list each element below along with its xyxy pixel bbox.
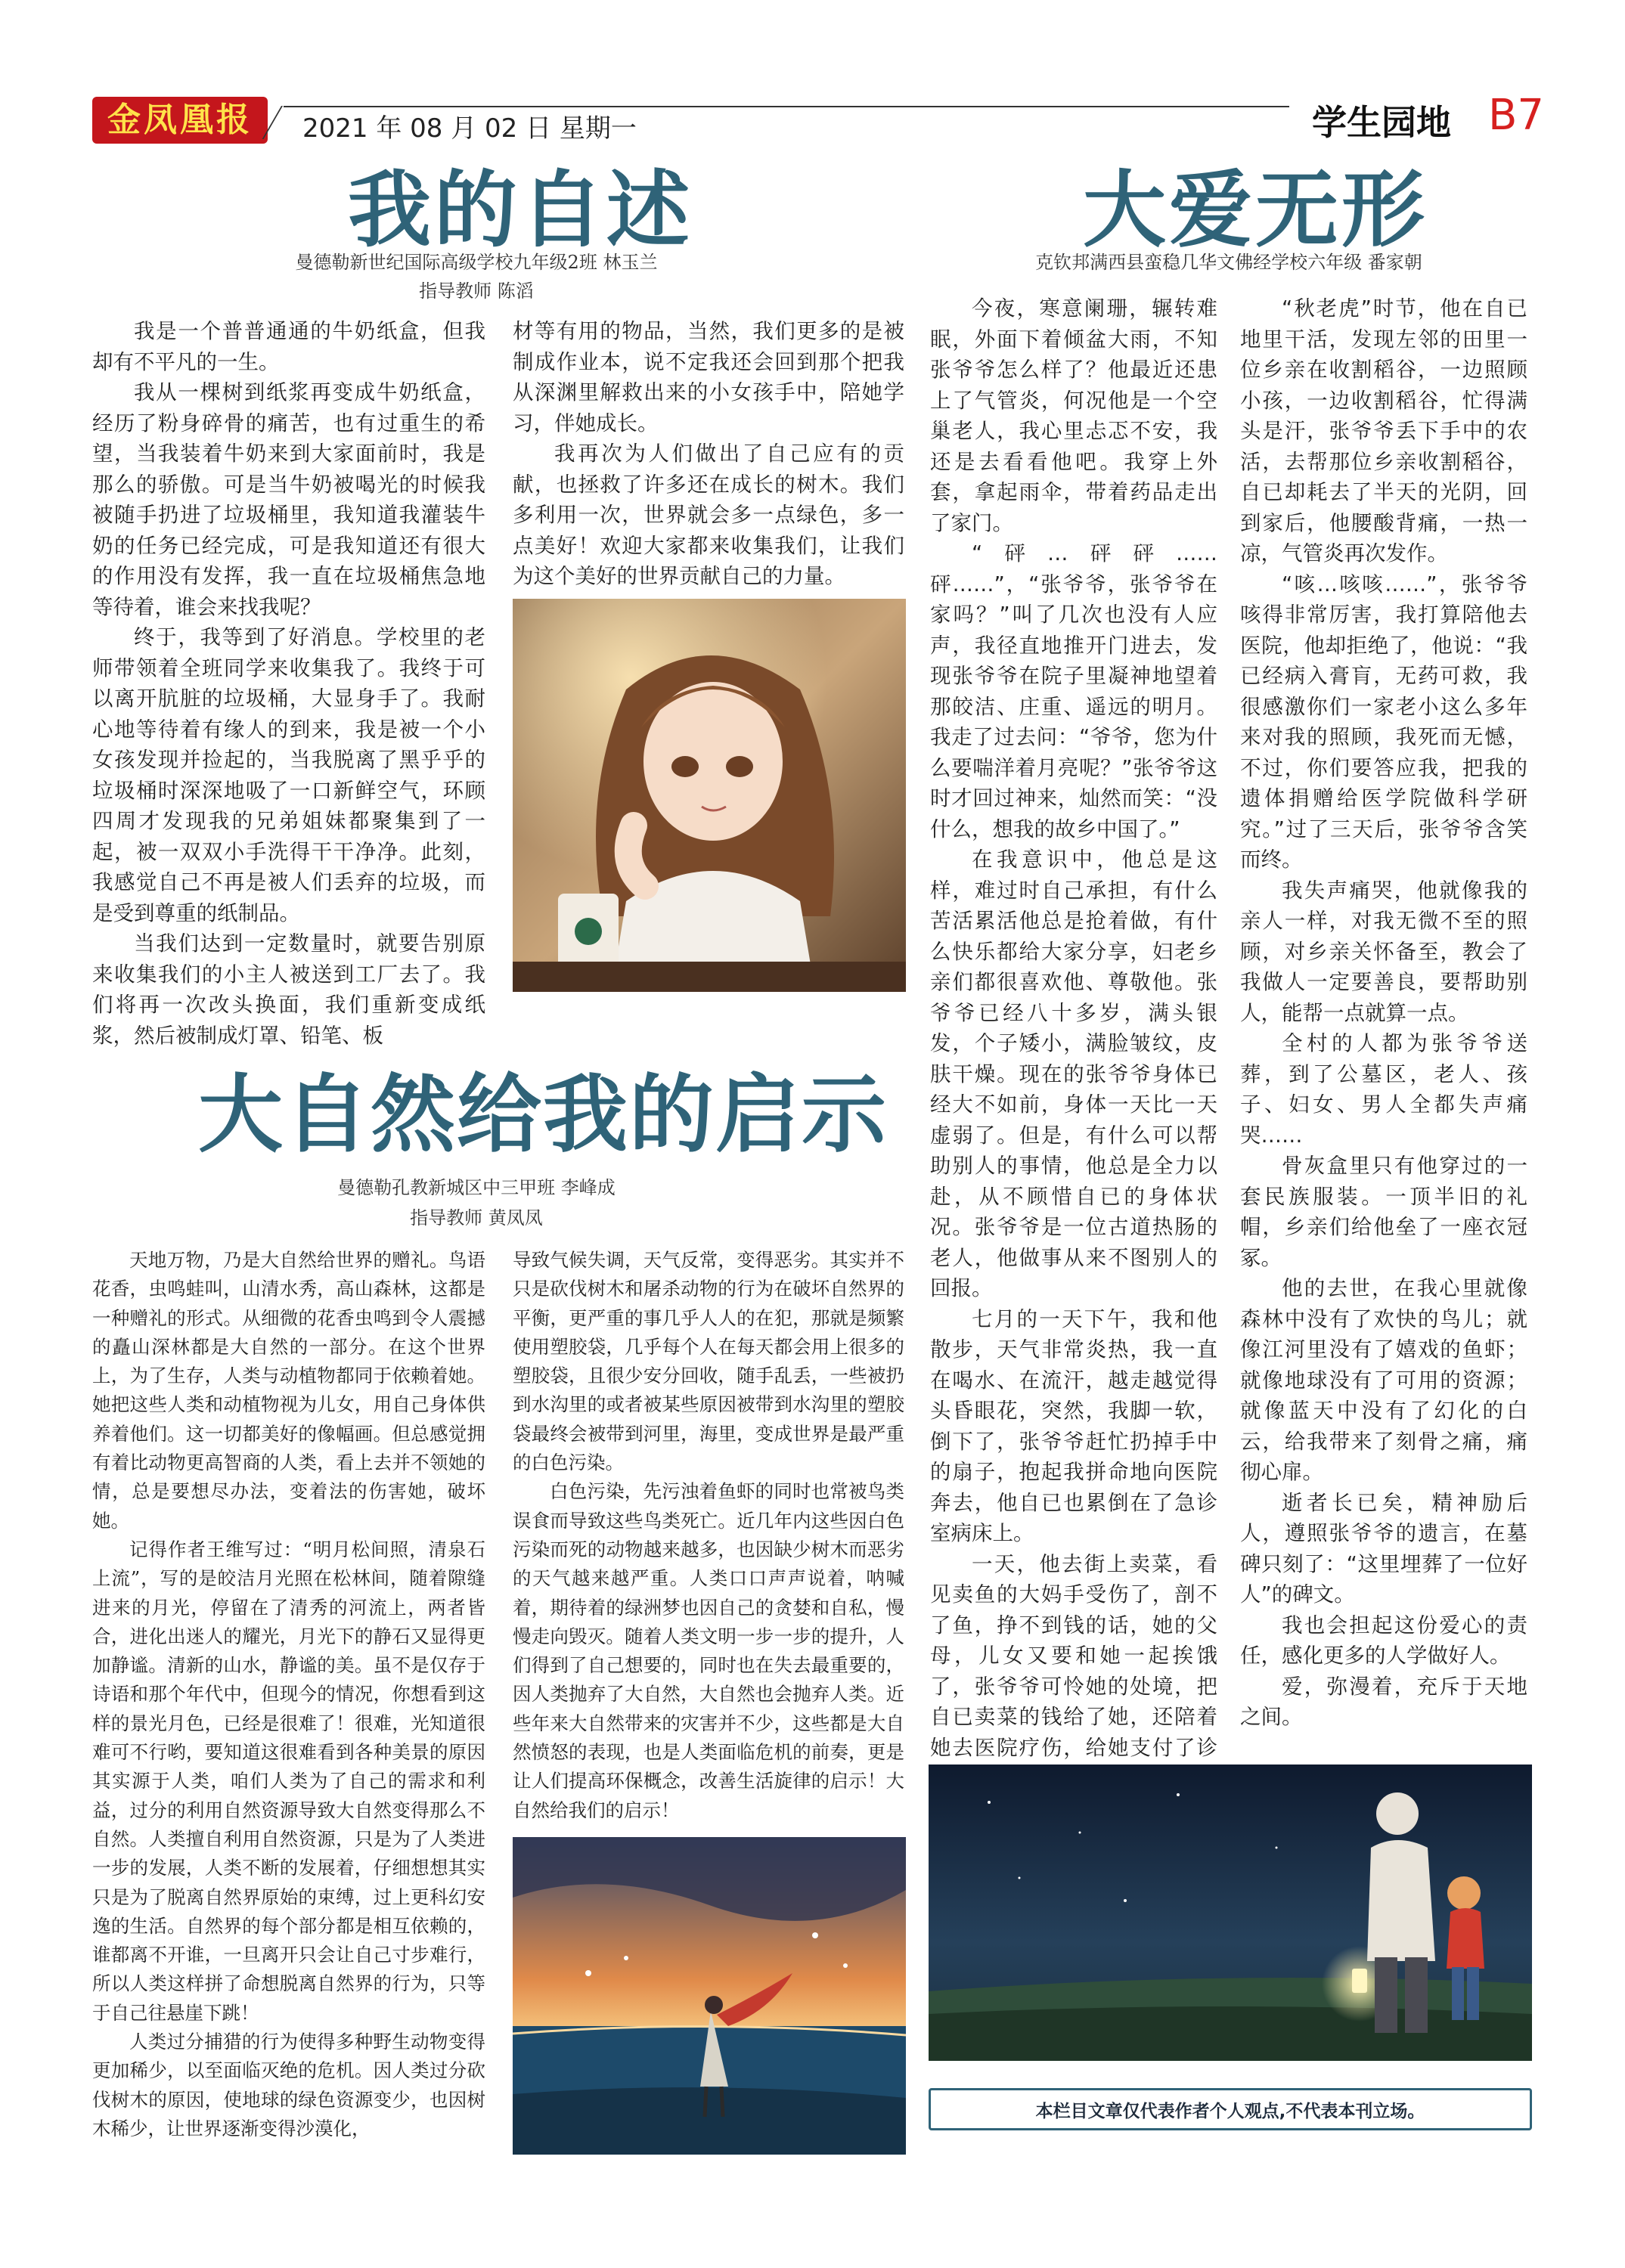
paragraph: 在我意识中，他总是这样，难过时自己承担，有什么苦活累活他总是抢着做，有什么快乐都给大家分享，妇老乡亲们都很喜欢他、尊敬他。张爷爷已经八十多岁，满头银发，个子矮小，满脸皱纹，皮肤干燥。现在的张爷爷身体已经大不如前，身体一天比一天虚弱了。但是，有什么可以帮助别人的事情，他总是全力以赴，从不顾惜自已的身体状况。张爷爷是一位古道热肠的老人，他做事从来不图别人的回报。 [930, 847, 1217, 1300]
page-number: B7 [1488, 91, 1545, 140]
paragraph: 我失声痛哭，他就像我的亲人一样，对我无微不至的照顾，对乡亲关怀备至，教会了我做人一定要善良，要帮助别人，能帮一点就算一点。 [1240, 878, 1527, 1025]
article2-byline: 克钦邦满西县蛮稳几华文佛经学校六年级 番家朝 [1035, 252, 1422, 273]
grandpa-child-illustration [929, 1765, 1532, 2061]
article1-column-1 [92, 316, 485, 1048]
paragraph: 一天，他去街上卖菜，看见卖鱼的大妈手受伤了，剖不了鱼，挣不到钱的话，她的父母，儿女又要和她一起挨饿了，张爷爷可怜她的处境，把自已卖菜的钱给了她，还陪着她去医院疗伤，给她支付了诊 [930, 1551, 1217, 1760]
article2-column-2 [1240, 293, 1527, 1746]
paragraph: “砰…砰砰……砰……”，“张爷爷，张爷爷在家吗？”叫了几次也没有人应声，我径直地推开门进去，发现张爷爷在院子里凝神地望着那皎洁、庄重、遥远的明月。我走了过去问：“爷爷，您为什么要喘洋着月亮呢？”张爷爷这时才回过神来，灿然而笑：“没什么，想我的故乡中国了。” [930, 541, 1217, 841]
paragraph: “秋老虎”时节，他在自已地里干活，发现左邻的田里一位乡亲在收割稻谷，一边照顾小孩，一边收割稻谷，忙得满头是汗，张爷爷丢下手中的农活，去帮那位乡亲收割稻谷，自已却耗去了半天的光阴，回到家后，他腰酸背痛，一热一凉，气管炎再次发作。 [1240, 296, 1527, 565]
paragraph: 我从一棵树到纸浆再变成牛奶纸盒，经历了粉身碎骨的痛苦，也有过重生的希望，当我装着牛奶来到大家面前时，我是那么的骄傲。可是当牛奶被喝光的时候我被随手扔进了垃圾桶里，我知道我灌装牛奶的任务已经完成，可是我知道还有很大的作用没有发挥，我一直在垃圾桶焦急地等待着，谁会来找我呢？ [92, 380, 485, 619]
paragraph: 天地万物，乃是大自然给世界的赠礼。鸟语花香，虫鸣蛙叫，山清水秀，高山森林，这都是一种赠礼的形式。从细微的花香虫鸣到令人震撼的矗山深林都是大自然的一部分。在这个世界上，为了生存，人类与动植物都同于依赖着她。她把这些人类和动植物视为儿女，用自己身体供养着他们。这一切都美好的像幅画。但总感觉拥有着比动物更高智商的人类，看上去并不领她的情，总是要想尽办法，变着法的伤害她，破坏她。 [92, 1249, 485, 1532]
article3-teacher: 指导教师 黄凤凤 [410, 1207, 543, 1228]
paragraph: 白色污染，先污浊着鱼虾的同时也常被鸟类误食而导致这些鸟类死亡。近几年内这些因白色污染而死的动物越来越多，也因缺少树木而恶劣的天气越来越严重。人类口口声声说着，呐喊着，期待着的绿洲梦也因自己的贪婪和自私，慢慢走向毁灭。随着人类文明一步一步的提升，人们得到了自己想要的，同时也在失去最重要的，因人类抛弃了大自然，大自然也会抛弃人类。近些年来大自然带来的灾害并不少，这些都是大自然愤怒的表现，也是人类面临危机的前奏，更是让人们提高环保概念，改善生活旋律的启示！大自然给我们的启示！ [513, 1480, 904, 1821]
article1-title: 我的自述 [348, 162, 693, 259]
paragraph: 导致气候失调，天气反常，变得恶劣。其实并不只是砍伐树木和屠杀动物的行为在破坏自然界的平衡，更严重的事几乎人人的在犯，那就是频繁使用塑胶袋，几乎每个人在每天都会用上很多的塑胶袋，且很少安分回收，随手乱丢，一些被扔到水沟里的或者被某些原因被带到水沟里的塑胶袋最终会被带到河里，海里，变成世界是最严重的白色污染。 [513, 1249, 904, 1474]
paragraph: 他的去世，在我心里就像森林中没有了欢快的鸟儿；就像江河里没有了嬉戏的鱼虾；就像地球没有了可用的资源；就像蓝天中没有了幻化的白云，给我带来了刻骨之痛，痛彻心扉。 [1240, 1276, 1527, 1484]
paragraph: 全村的人都为张爷爷送葬，到了公墓区，老人、孩子、妇女、男人全都失声痛哭…… [1240, 1031, 1527, 1148]
paragraph: 我再次为人们做出了自己应有的贡献，也拯救了许多还在成长的树木。我们多利用一次，世界就会多一点绿色，多一点美好！欢迎大家都来收集我们，让我们为这个美好的世界贡献自己的力量。 [513, 442, 904, 588]
paragraph: 我也会担起这份爱心的责任，感化更多的人学做好人。 [1240, 1613, 1527, 1668]
article1-byline: 曼德勒新世纪国际高级学校九年级2班 林玉兰 [295, 252, 658, 273]
article3-title: 大自然给我的启示 [198, 1066, 888, 1164]
paragraph: 七月的一天下午，我和他散步，天气非常炎热，我一直在喝水、在流汗，越走越觉得头昏眼花，突然，我脚一软，倒下了，张爷爷赶忙扔掉手中的扇子，抱起我拼命地向医院奔去，他自已也累倒在了急诊室病床上。 [930, 1306, 1217, 1545]
article2-title: 大爱无形 [1083, 162, 1428, 259]
girl-illustration [513, 599, 906, 992]
paragraph: 材等有用的物品，当然，我们更多的是被制成作业本，说不定我还会回到那个把我从深渊里解救出来的小女孩手中，陪她学习，伴她成长。 [513, 319, 904, 435]
article3-byline: 曼德勒孔教新城区中三甲班 李峰成 [337, 1177, 616, 1198]
paragraph: 爱，弥漫着，充斥于天地之间。 [1240, 1674, 1527, 1729]
paragraph: 骨灰盒里只有他穿过的一套民族服装。一顶半旧的礼帽，乡亲们给他垒了一座衣冠冢。 [1240, 1154, 1527, 1270]
article1-teacher: 指导教师 陈滔 [419, 280, 534, 302]
paragraph: 今夜，寒意阑珊，辗转难眠，外面下着倾盆大雨，不知张爷爷怎么样了？他最近还患上了气管炎，何况他是一个空巢老人，我心里忐忑不安，我还是去看看他吧。我穿上外套，拿起雨伞，带着药品走出了家门。 [930, 296, 1217, 535]
article3-column-2 [513, 1246, 904, 1820]
paragraph: “咳…咳咳……”，张爷爷咳得非常厉害，我打算陪他去医院，他却拒绝了，他说：“我已经病入膏肓，无药可救，我很感激你们一家老小这么多年来对我的照顾，我死而无憾，不过，你们要答应我，把我的遗体捐赠给医学院做科学研究。”过了三天后，张爷爷含笑而终。 [1240, 572, 1527, 872]
disclaimer-box: 本栏目文章仅代表作者个人观点,不代表本刊立场。 [929, 2088, 1532, 2130]
article3-column-1 [92, 1246, 485, 2155]
seaside-girl-illustration [513, 1837, 906, 2155]
section-title: 学生园地 [1312, 102, 1451, 143]
newspaper-logo: 金凤凰报 [92, 97, 268, 144]
paragraph: 逝者长已矣，精神励后人，遵照张爷爷的遗言，在墓碑只刻了：“这里埋葬了一位好人”的碑文。 [1240, 1490, 1527, 1606]
article2-column-1 [930, 293, 1217, 1760]
paragraph: 我是一个普普通通的牛奶纸盒，但我却有不平凡的一生。 [92, 319, 485, 374]
paragraph: 当我们达到一定数量时，就要告别原来收集我们的小主人被送到工厂去了。我们将再一次改头换面，我们重新变成纸浆，然后被制成灯罩、铅笔、板 [92, 931, 485, 1048]
paragraph: 人类过分捕猎的行为使得多种野生动物变得更加稀少，以至面临灭绝的危机。因人类过分砍伐树木的原因，使地球的绿色资源变少，也因树木稀少，让世界逐渐变得沙漠化， [92, 2031, 485, 2139]
issue-date: 2021 年 08 月 02 日 星期一 [302, 113, 637, 144]
paragraph: 记得作者王维写过：“明月松间照，清泉石上流”，写的是皎洁月光照在松林间，随着隙缝进来的月光，停留在了清秀的河流上，两者皆合，进化出迷人的耀光，月光下的静石又显得更加静谧。清新的山水，静谧的美。虽不是仅存于诗语和那个年代中，但现今的情况，你想看到这样的景光月色，已经是很难了！很难，光知道很难可不行哟，要知道这很难看到各种美景的原因其实源于人类，咱们人类为了自己的需求和利益，过分的利用自然资源导致大自然变得那么不自然。人类擅自利用自然资源，只是为了人类进一步的发展，人类不断的发展着，仔细想想其实只是为了脱离自然界原始的束缚，过上更科幻安逸的生活。自然界的每个部分都是相互依赖的，谁都离不开谁，一旦离开只会让自己寸步难行，所以人类这样拼了命想脱离自然界的行为，只等于自己往悬崖下跳！ [92, 1538, 485, 2024]
paragraph: 终于，我等到了好消息。学校里的老师带领着全班同学来收集我了。我终于可以离开肮脏的垃圾桶，大显身手了。我耐心地等待着有缘人的到来，我是被一个小女孩发现并捡起的，当我脱离了黑乎乎的垃圾桶时深深地吸了一口新鲜空气，环顾四周才发现我的兄弟姐妹都聚集到了一起，被一双双小手洗得干干净净。此刻，我感觉自己不再是被人们丢弃的垃圾，而是受到尊重的纸制品。 [92, 625, 485, 925]
article1-column-2 [513, 316, 904, 588]
